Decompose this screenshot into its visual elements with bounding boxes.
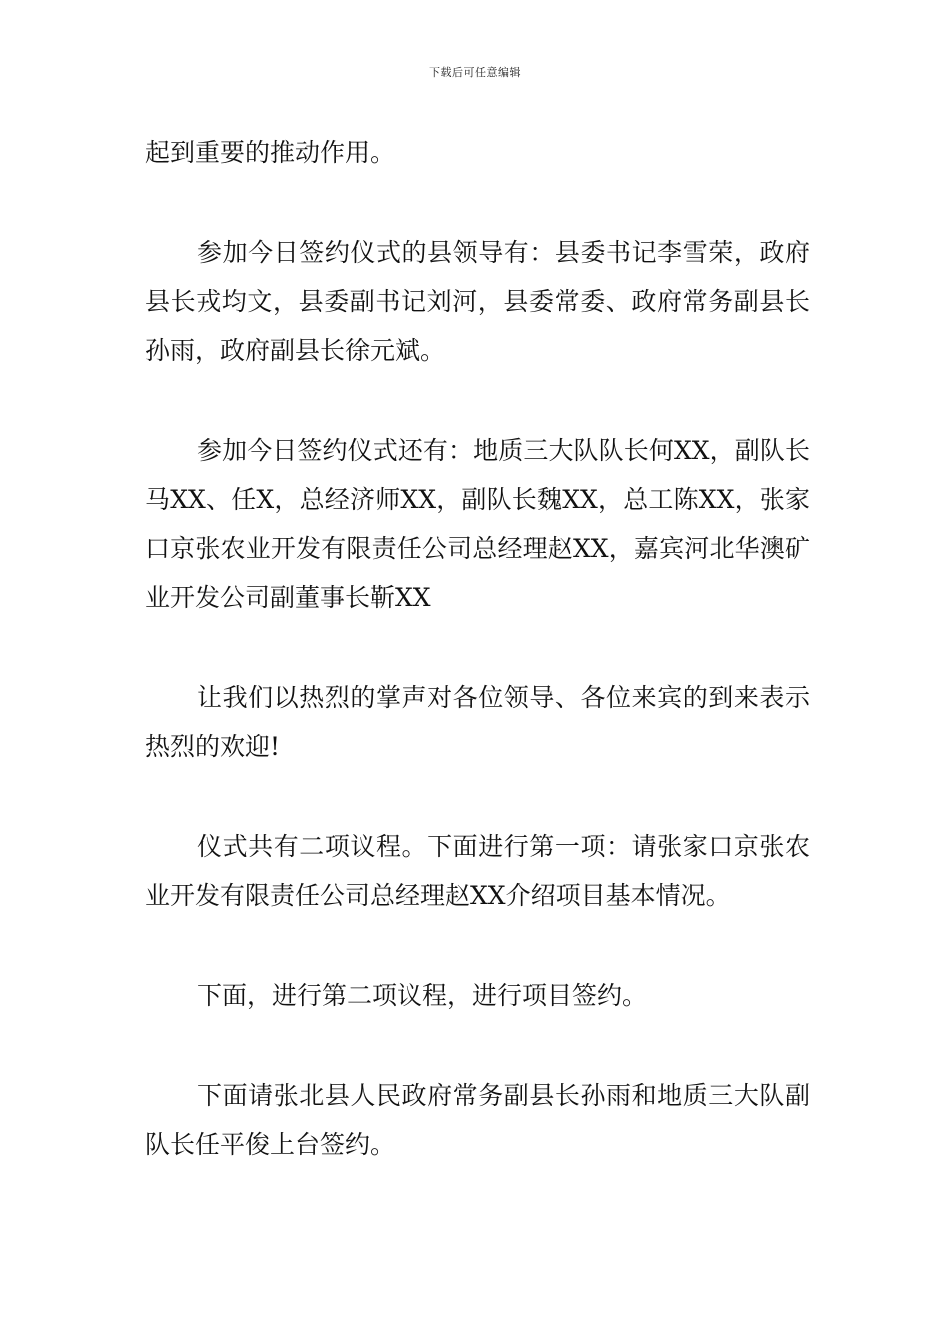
page-header: 下载后可任意编辑	[429, 66, 521, 79]
paragraph-agenda-item-one: 仪式共有二项议程。下面进行第一项：请张家口京张农业开发有限责任公司总经理赵XX介绍项目基本情况。	[145, 832, 810, 910]
paragraph-other-attendees: 参加今日签约仪式还有：地质三大队队长何XX，副队长马XX、任X，总经济师XX，副队长魏XX，总工陈XX，张家口京张农业开发有限责任公司总经理赵XX，嘉宾河北华澳矿业开发公司副董事长靳XX	[145, 436, 810, 612]
document-body	[145, 128, 810, 1169]
paragraph-signing: 下面请张北县人民政府常务副县长孙雨和地质三大队副队长任平俊上台签约。	[145, 1081, 810, 1159]
paragraph-welcome: 让我们以热烈的掌声对各位领导、各位来宾的到来表示热烈的欢迎!	[145, 683, 810, 761]
paragraph-county-leaders: 参加今日签约仪式的县领导有：县委书记李雪荣，政府县长戎均文，县委副书记刘河，县委常委、政府常务副县长孙雨，政府副县长徐元斌。	[145, 238, 810, 365]
paragraph-continuation: 起到重要的推动作用。	[145, 138, 396, 167]
paragraph-agenda-item-two: 下面，进行第二项议程，进行项目签约。	[197, 981, 648, 1010]
